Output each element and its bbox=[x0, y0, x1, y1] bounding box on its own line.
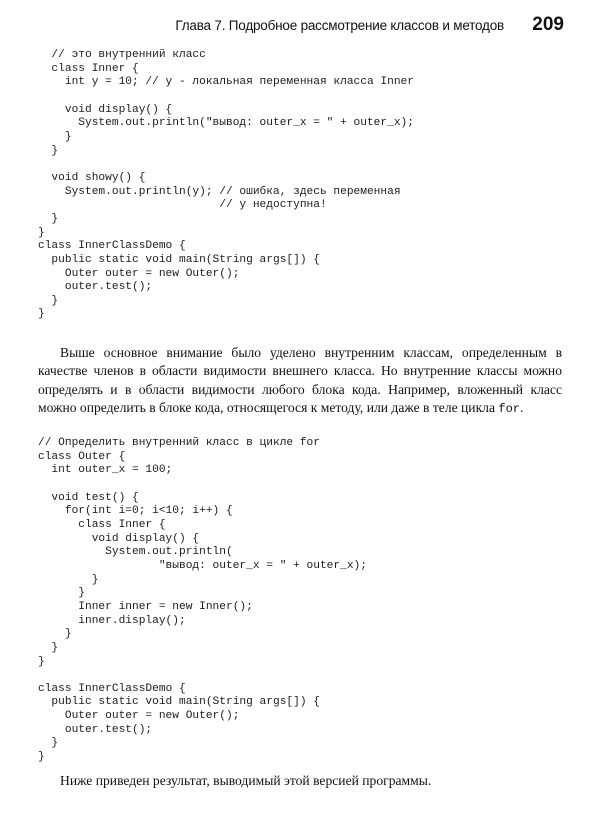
body-paragraph-end: . bbox=[520, 400, 524, 416]
body-paragraph bbox=[38, 344, 562, 419]
code-listing-inner-class-scope: // это внутренний класс class Inner { int y = 10; // y - локальная переменная класса Inner void display() { System.out.println("вывод: outer_x = " + outer_x); } } void showy() { System.out.println(y); // ошибка, здесь переменная // y недоступна! } } class InnerClassDemo { public static void main(String args[]) { Outer outer = new Outer(); outer.test(); } } bbox=[38, 49, 414, 321]
page-number: 209 bbox=[532, 14, 564, 35]
body-paragraph-text: Выше основное внимание было уделено внутренним классам, определенным в качестве членов в области видимости внешнего класса. Но внутренние классы можно определять и в области видимости любого блока кода. Например, вложенный класс можно определить в блоке кода, относящегося к методу, или даже в теле цикла bbox=[38, 345, 562, 416]
chapter-title: Глава 7. Подробное рассмотрение классов и методов bbox=[175, 18, 504, 33]
running-header bbox=[0, 14, 600, 40]
code-listing-inner-class-in-loop: // Определить внутренний класс в цикле for class Outer { int outer_x = 100; void test() { for(int i=0; i<10; i++) { class Inner { void display() { System.out.println( "вывод: outer_x = " + outer_x); } } Inner inner = new Inner(); inner.display(); } } } class InnerClassDemo { public static void main(String args[]) { Outer outer = new Outer(); outer.test(); } } bbox=[38, 437, 367, 764]
output-intro-paragraph: Ниже приведен результат, выводимый этой версией программы. bbox=[60, 773, 432, 788]
inline-code-keyword: for bbox=[498, 402, 521, 417]
